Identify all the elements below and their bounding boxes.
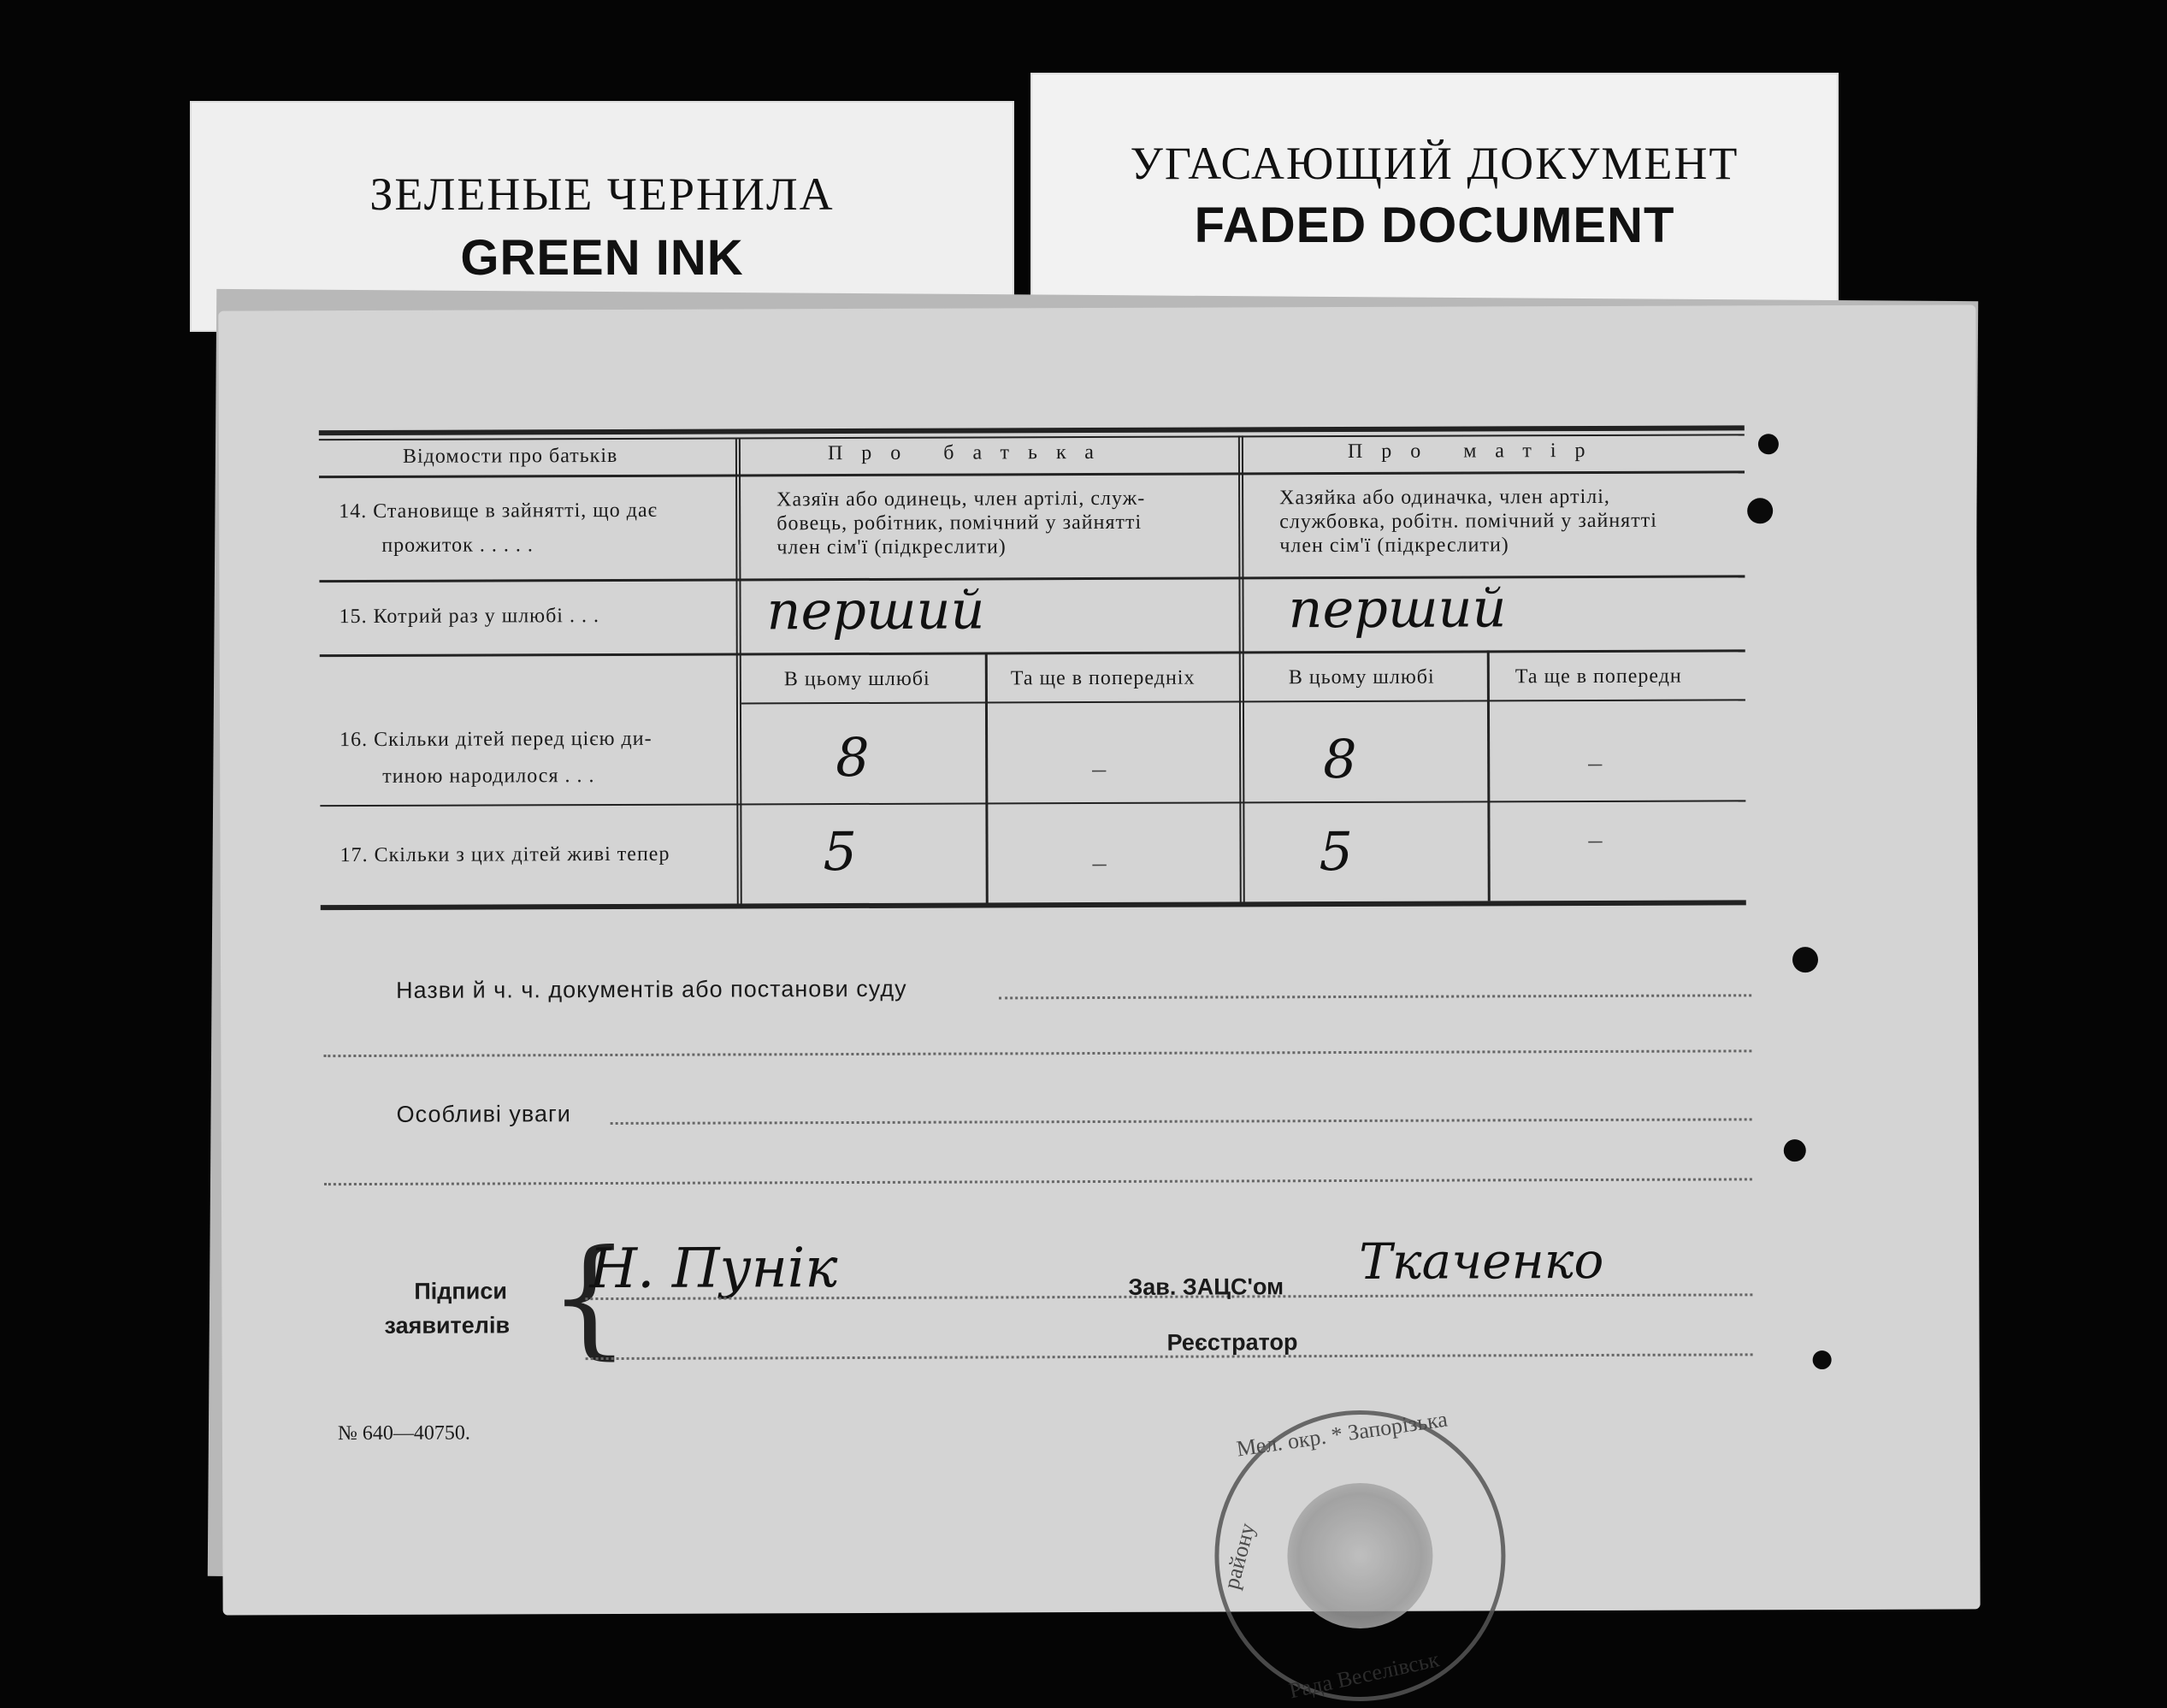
stamp-emblem	[1287, 1483, 1433, 1629]
notes-field-line-2	[324, 1178, 1752, 1185]
subheader-mother-this-marriage: В цьому шлюбі	[1288, 665, 1435, 689]
row14-father-line2: бовець, робітник, помічний у зайнятті	[776, 511, 1143, 535]
notes-field-line-1	[611, 1118, 1752, 1125]
stamp-text-top: Мел. окр. * Запорізька	[1235, 1406, 1450, 1462]
row14-rule	[319, 575, 1745, 582]
row14-father-line3: член сім'ї (підкреслити)	[776, 535, 1007, 559]
table-header-rule	[319, 470, 1745, 478]
signatures-label-line2: заявителів	[384, 1312, 511, 1339]
official-stamp	[1214, 1406, 1506, 1704]
row17-mother-prev: –	[1588, 823, 1603, 855]
faded-document-label-ru: УГАСАЮЩИЙ ДОКУМЕНТ	[1130, 138, 1739, 189]
subcolumn-divider-mother	[1487, 650, 1491, 901]
head-of-registry-signature: Ткаченко	[1359, 1231, 1604, 1291]
row16-label-line1: 16. Скільки дітей перед цією ди-	[340, 727, 652, 752]
row14-father-line1: Хазяїн або одинець, член артілі, служ-	[776, 487, 1146, 511]
subheader-mother-previous: Та ще в попередн	[1515, 665, 1682, 689]
table-bottom-rule	[321, 900, 1746, 910]
column-divider-middle	[1238, 435, 1245, 904]
column-divider-left	[735, 437, 742, 906]
subheader-father-this-marriage: В цьому шлюбі	[783, 667, 930, 691]
row14-label-line1: 14. Становище в зайнятті, що дає	[339, 499, 658, 523]
row15-rule	[320, 649, 1745, 657]
stamp-text-bottom: Рада Веселівськ	[1286, 1646, 1442, 1704]
row16-rule	[320, 800, 1745, 807]
row17-father-this: 5	[823, 819, 858, 884]
punch-hole	[1747, 498, 1773, 523]
row15-father-value: перший	[766, 578, 985, 642]
row14-label-line2: прожиток . . . . .	[381, 534, 534, 557]
row14-mother-line1: Хазяйка або одиначка, член артілі,	[1279, 485, 1610, 510]
row16-mother-prev: –	[1588, 746, 1603, 778]
row16-label-line2: тиною народилося . . .	[382, 765, 595, 788]
documents-field-line-1	[999, 994, 1751, 999]
row16-mother-this: 8	[1323, 727, 1357, 791]
green-ink-label-ru: ЗЕЛЕНЫЕ ЧЕРНИЛА	[369, 168, 835, 220]
form-number: № 640—40750.	[337, 1421, 470, 1445]
row16-father-prev: –	[1092, 752, 1107, 784]
header-father: Про батька	[827, 440, 1113, 465]
row17-mother-this: 5	[1319, 819, 1354, 884]
row15-label: 15. Котрий раз у шлюбі . . .	[339, 605, 600, 629]
header-parents-info: Відомости про батьків	[402, 444, 618, 468]
applicant-signature: Н. Пунік	[589, 1237, 838, 1302]
row14-mother-line2: службовка, робітн. помічний у зайнятті	[1279, 509, 1657, 534]
punch-hole	[1784, 1139, 1806, 1161]
faded-document-label-card	[1030, 73, 1839, 316]
notes-label: Особливі уваги	[396, 1101, 571, 1127]
stamp-text-left: району	[1219, 1520, 1261, 1592]
punch-hole	[1813, 1350, 1832, 1369]
signatures-label-line1: Підписи	[414, 1278, 507, 1304]
documents-label: Назви й ч. ч. документів або постанови суду	[396, 975, 907, 1003]
header-mother: Про матір	[1347, 439, 1604, 463]
row17-label: 17. Скільки з цих дітей живі тепер	[340, 842, 670, 867]
document-page	[218, 304, 1980, 1704]
signatures-brace: {	[548, 1222, 631, 1373]
subcolumn-divider-father	[985, 652, 989, 902]
row15-mother-value: перший	[1288, 576, 1507, 641]
row17-father-prev: –	[1092, 846, 1107, 878]
documents-field-line-2	[323, 1049, 1751, 1057]
punch-hole	[1792, 947, 1818, 972]
head-of-registry-label: Зав. ЗАЦС'ом	[1128, 1274, 1284, 1300]
punch-hole	[1758, 434, 1779, 454]
row16-father-this: 8	[836, 725, 870, 789]
row14-mother-line3: член сім'ї (підкреслити)	[1279, 534, 1509, 558]
subheader-father-previous: Та ще в попередніх	[1010, 666, 1196, 690]
registrar-label: Реєстратор	[1166, 1329, 1298, 1356]
green-ink-label-en: GREEN INK	[460, 230, 744, 286]
faded-document-label-en: FADED DOCUMENT	[1194, 198, 1675, 253]
